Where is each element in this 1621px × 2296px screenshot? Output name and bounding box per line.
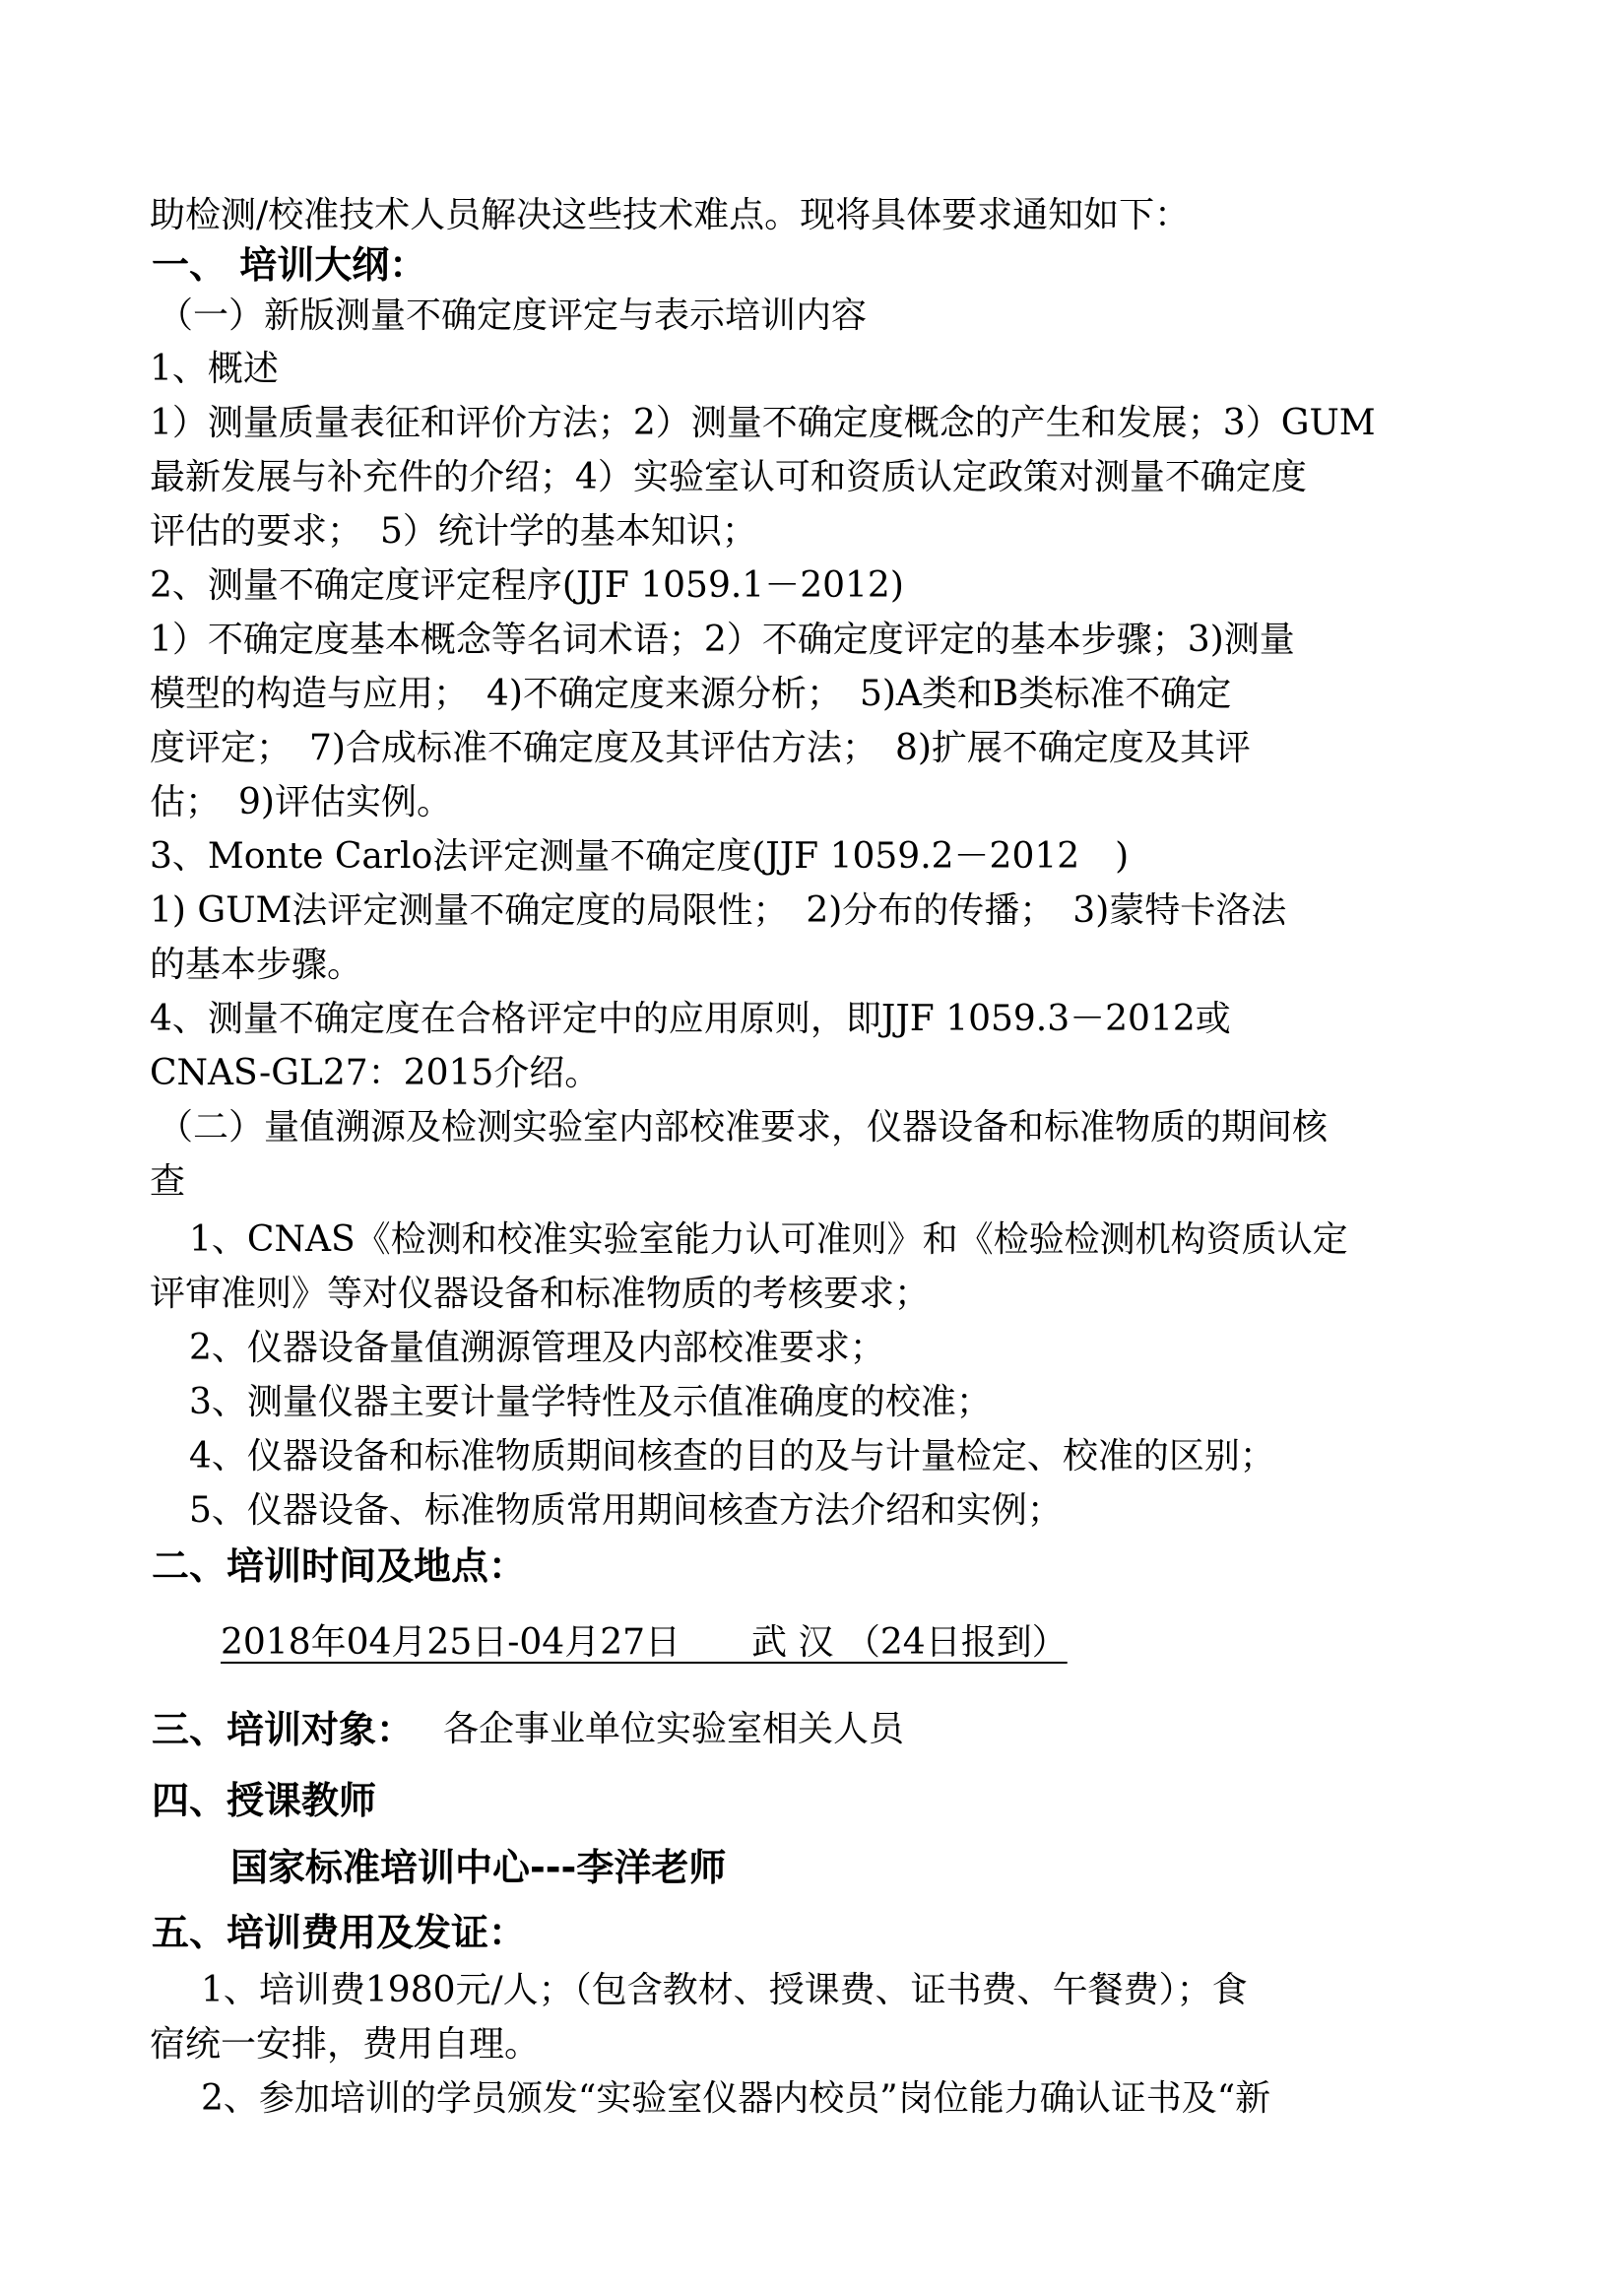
item-heading: 1、概述 <box>150 349 279 389</box>
list-item: 1、CNAS《检测和校准实验室能力认可准则》和《检验检测机构资质认定 <box>189 1219 1348 1260</box>
text-line: 1) GUM法评定测量不确定度的局限性； 2)分布的传播； 3)蒙特卡洛法 <box>150 890 1287 931</box>
item-heading: 4、测量不确定度在合格评定中的应用原则，即JJF 1059.3－2012或 <box>150 999 1231 1039</box>
text-line: 助检测/校准技术人员解决这些技术难点。现将具体要求通知如下： <box>150 195 1191 235</box>
text-line: 评审准则》等对仪器设备和标准物质的考核要求； <box>150 1274 931 1314</box>
text-line: 宿统一安排，费用自理。 <box>150 2024 541 2065</box>
audience-text: 各企事业单位实验室相关人员 <box>443 1709 905 1749</box>
subsection-heading: （二）量值溯源及检测实验室内部校准要求，仪器设备和标准物质的期间核 <box>158 1107 1329 1148</box>
text-line: 查 <box>150 1161 186 1202</box>
schedule-detail: 2018年04月25日-04月27日 武 汉 （24日报到） <box>221 1622 1068 1663</box>
text-line: 1）测量质量表征和评价方法；2）测量不确定度概念的产生和发展；3）GUM <box>150 403 1376 443</box>
item-heading: 3、Monte Carlo法评定测量不确定度(JJF 1059.2－2012 ) <box>150 836 1130 877</box>
text-line: CNAS-GL27：2015介绍。 <box>150 1053 601 1093</box>
list-item: 2、参加培训的学员颁发“实验室仪器内校员”岗位能力确认证书及“新 <box>201 2078 1271 2119</box>
item-heading: 2、测量不确定度评定程序(JJF 1059.1－2012) <box>150 565 904 606</box>
section-heading-fees: 五、培训费用及发证： <box>152 1911 527 1954</box>
instructor-name: 国家标准培训中心---李洋老师 <box>230 1846 727 1889</box>
section-heading-outline: 一、 培训大纲： <box>152 243 427 287</box>
list-item: 1、培训费1980元/人；（包含教材、授课费、证书费、午餐费）；食 <box>201 1970 1248 2010</box>
section-heading-audience: 三、培训对象： <box>152 1708 415 1751</box>
text-line: 评估的要求； 5）统计学的基本知识； <box>150 511 757 552</box>
text-line: 的基本步骤。 <box>150 945 363 985</box>
section-heading-schedule: 二、培训时间及地点： <box>152 1544 527 1588</box>
text-line: 度评定； 7)合成标准不确定度及其评估方法； 8)扩展不确定度及其评 <box>150 728 1251 768</box>
subsection-heading: （一）新版测量不确定度评定与表示培训内容 <box>158 295 868 336</box>
list-item: 4、仪器设备和标准物质期间核查的目的及与计量检定、校准的区别； <box>189 1436 1275 1476</box>
list-item: 3、测量仪器主要计量学特性及示值准确度的校准； <box>189 1382 992 1422</box>
text-line: 估； 9)评估实例。 <box>150 782 452 822</box>
list-item: 2、仪器设备量值溯源管理及内部校准要求； <box>189 1328 885 1368</box>
text-line: 模型的构造与应用； 4)不确定度来源分析； 5)A类和B类标准不确定 <box>150 674 1232 714</box>
section-heading-instructor: 四、授课教师 <box>152 1779 377 1822</box>
text-line: 1）不确定度基本概念等名词术语；2）不确定度评定的基本步骤；3)测量 <box>150 620 1295 660</box>
list-item: 5、仪器设备、标准物质常用期间核查方法介绍和实例； <box>189 1490 1063 1531</box>
text-line: 最新发展与补充件的介绍；4）实验室认可和资质认定政策对测量不确定度 <box>150 457 1307 497</box>
